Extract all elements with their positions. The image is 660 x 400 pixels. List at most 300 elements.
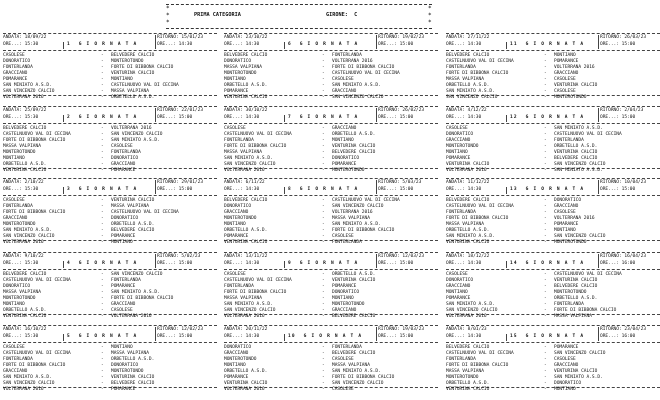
match-dash: - (322, 198, 325, 203)
match-dash: - (101, 363, 104, 368)
round-card (3, 252, 217, 319)
away-team: FONTERLANDA (554, 138, 584, 143)
ritorno-time: ORE...: 15:00 (378, 261, 414, 266)
match-list (224, 198, 438, 246)
home-team: MONTIANO (224, 222, 246, 227)
home-team: ORBETELLO A.S.D. (446, 381, 490, 386)
match-dash: - (101, 302, 104, 307)
andata-time: ORE...: 15:30 (3, 115, 39, 120)
giornata-label: 15 G I O R N A T A (510, 334, 585, 339)
match-dash: - (322, 138, 325, 143)
away-team: MONTEROTONDO (111, 369, 144, 374)
card-divider (284, 187, 285, 194)
home-team: SAN MINIATO A.S.D. (3, 83, 52, 88)
home-team: DONORATICO (446, 278, 474, 283)
andata-date: ANDATA: 16/10/22 (3, 327, 47, 332)
match-dash: - (101, 296, 104, 301)
home-team: VOLTERRANA 2016 (3, 240, 44, 245)
away-team: POMARANCE (554, 59, 579, 64)
home-team: POMARANCE (446, 156, 471, 161)
home-team: SAN MINIATO A.S.D. (3, 228, 52, 233)
home-team: MASSA VALPIANA (3, 144, 41, 149)
home-team: ORBETELLO A.S.D. (224, 369, 268, 374)
away-team: BELVEDERE CALCIO (332, 150, 376, 155)
card-divider (63, 334, 64, 341)
away-team: MONTIANO (332, 138, 354, 143)
home-team: DONORATICO (446, 132, 474, 137)
away-team: MONTEROTONDO (554, 240, 587, 245)
home-team: CASOLESE (3, 198, 25, 203)
away-team: CASTELNUOVO VAL DI CECINA (332, 198, 400, 203)
home-team: SAN MINIATO A.S.D. (224, 302, 273, 307)
andata-time: ORE...: 14:30 (224, 115, 260, 120)
away-team: FONTERLANDA (111, 278, 141, 283)
giornata-label: 10 G I O R N A T A (288, 334, 363, 339)
match-dash: - (101, 89, 104, 94)
match-dash: - (101, 290, 104, 295)
home-team: FORTE DI BIBBONA CALCIO (446, 71, 509, 76)
away-team: SAN VINCENZO CALCIO (111, 132, 163, 137)
round-card (3, 178, 217, 245)
match-dash: - (101, 210, 104, 215)
away-team: POMARANCE (332, 162, 357, 167)
home-team: SAN VINCENZO CALCIO (446, 95, 498, 100)
ritorno-date: RITORNO: 5/02/23 (157, 254, 201, 259)
round-card (446, 325, 660, 392)
away-team: MONTEROTONDO (554, 95, 587, 100)
match-dash: - (101, 156, 104, 161)
home-team: SAN VINCENZO CALCIO (3, 234, 55, 239)
away-team: VOLTERRANA 2016 (332, 59, 373, 64)
match-dash: - (101, 126, 104, 131)
away-team: VOLTERRANA 2016 (332, 210, 373, 215)
away-team: CASOLESE (554, 210, 576, 215)
match-dash: - (101, 272, 104, 277)
away-team: ORBETELLO A.S.D. (332, 272, 376, 277)
match-dash: - (544, 278, 547, 283)
match-dash: - (322, 132, 325, 137)
away-team: VENTURINA CALCIO (554, 369, 598, 374)
card-divider (63, 115, 64, 122)
match-dash: - (101, 369, 104, 374)
home-team: CASOLESE (224, 126, 246, 131)
card-rule (224, 342, 438, 343)
away-team: CASTELNUOVO VAL DI CECINA (332, 71, 400, 76)
card-divider (506, 42, 507, 49)
star-mark: * (166, 19, 170, 26)
away-team: DONORATICO (111, 363, 139, 368)
home-team: SAN VINCENZO CALCIO (224, 308, 276, 313)
match-dash: - (322, 381, 325, 386)
ritorno-time: ORE...: 15:00 (378, 187, 414, 192)
home-team: ORBETELLO A.S.D. (224, 83, 268, 88)
match-dash: - (101, 59, 104, 64)
match-dash: - (544, 156, 547, 161)
card-divider (63, 261, 64, 268)
card-divider (284, 42, 285, 49)
home-team: ORBETELLO A.S.D. (3, 308, 47, 313)
away-team: FONTERLANDA (111, 150, 141, 155)
giornata-label: 1 G I O R N A T A (67, 42, 138, 47)
card-rule (3, 252, 217, 253)
home-team: BELVEDERE CALCIO (3, 272, 47, 277)
match-row (3, 387, 217, 393)
away-team: DONORATICO (554, 381, 582, 386)
match-dash: - (322, 228, 325, 233)
andata-date: ANDATA: 9/10/22 (3, 254, 44, 259)
card-rule (446, 33, 660, 34)
andata-time: ORE...: 14:30 (446, 187, 482, 192)
andata-date: ANDATA: 27/11/22 (446, 35, 490, 40)
match-dash: - (322, 284, 325, 289)
card-rule (3, 342, 217, 343)
away-team: MONTIANO (554, 387, 576, 392)
home-team: CASTELNUOVO VAL DI CECINA (3, 132, 71, 137)
andata-date: ANDATA: 11/12/22 (446, 180, 490, 185)
away-team: CASOLESE (554, 357, 576, 362)
match-dash: - (544, 375, 547, 380)
ritorno-date: RITORNO: 2/04/23 (600, 108, 644, 113)
home-team: MONTEROTONDO (3, 150, 36, 155)
card-divider (598, 35, 599, 49)
home-team: DONORATICO (224, 204, 252, 209)
home-team: ORBETELLO A.S.D. (224, 228, 268, 233)
away-team: DONORATICO (554, 198, 582, 203)
andata-time: ORE...: 15:30 (3, 334, 39, 339)
away-team: GRACCIANO (332, 126, 357, 131)
match-dash: - (101, 381, 104, 386)
match-dash: - (101, 150, 104, 155)
card-rule (224, 106, 438, 107)
match-dash: - (101, 83, 104, 88)
match-dash: - (544, 363, 547, 368)
home-team: FORTE DI BIBBONA CALCIO (224, 290, 287, 295)
away-team: VENTURINA CALCIO (332, 144, 376, 149)
match-dash: - (322, 89, 325, 94)
home-team: ORBETELLO A.S.D. (446, 228, 490, 233)
match-row (224, 95, 438, 101)
match-dash: - (322, 272, 325, 277)
home-team: DONORATICO (3, 59, 31, 64)
home-team: CASOLESE (224, 272, 246, 277)
ritorno-date: RITORNO: 23/04/23 (600, 327, 647, 332)
match-dash: - (544, 387, 547, 392)
home-team: VOLTERRANA 2016 (446, 168, 487, 173)
match-dash: - (544, 381, 547, 386)
home-team: MONTIANO (446, 290, 468, 295)
home-team: MASSA VALPIANA (3, 290, 41, 295)
home-team: DONORATICO (224, 345, 252, 350)
ritorno-time: ORE...: 15:00 (600, 187, 636, 192)
away-team: FONTERLANDA (332, 345, 362, 350)
card-divider (598, 180, 599, 194)
match-row (446, 240, 660, 246)
home-team: MONTEROTONDO (3, 222, 36, 227)
home-team: FORTE DI BIBBONA CALCIO (3, 363, 66, 368)
home-team: MONTIANO (224, 363, 246, 368)
giornata-label: 6 G I O R N A T A (288, 42, 359, 47)
round-card (224, 106, 438, 173)
home-team: POMARANCE (224, 89, 249, 94)
away-team: FORTE DI BIBBONA CALCIO (111, 65, 174, 70)
match-list (3, 53, 217, 101)
away-team: VENTURINA CALCIO (332, 278, 376, 283)
home-team: VENTURINA CALCIO (224, 240, 268, 245)
home-team: VOLTERRANA 2016 (224, 314, 265, 319)
match-dash: - (101, 144, 104, 149)
card-rule (446, 106, 660, 107)
match-dash: - (544, 77, 547, 82)
match-dash: - (544, 234, 547, 239)
ritorno-date: RITORNO: 15/01/23 (157, 35, 204, 40)
giornata-label: 12 G I O R N A T A (510, 115, 585, 120)
match-dash: - (544, 302, 547, 307)
star-mark: * (428, 19, 432, 26)
away-team: CASOLESE (111, 308, 133, 313)
away-team: SAN MINIATO A.S.D. (332, 83, 381, 88)
match-row (224, 387, 438, 393)
match-dash: - (544, 296, 547, 301)
home-team: CASTELNUOVO VAL DI CECINA (3, 278, 71, 283)
away-team: CASOLESE (332, 387, 354, 392)
home-team: BELVEDERE CALCIO (446, 198, 490, 203)
ritorno-time: ORE...: 15:00 (378, 115, 414, 120)
star-mark: * (428, 5, 432, 12)
match-list (446, 126, 660, 174)
match-dash: - (322, 216, 325, 221)
page-title: PRIMA CATEGORIA (194, 12, 241, 18)
home-team: MASSA VALPIANA (224, 296, 262, 301)
andata-date: ANDATA: 2/10/22 (3, 180, 44, 185)
andata-time: ORE...: 14:30 (446, 42, 482, 47)
home-team: VENTURINA CALCIO (446, 162, 490, 167)
card-divider (598, 254, 599, 268)
match-dash: - (101, 216, 104, 221)
away-team: MONTIANO (111, 345, 133, 350)
card-divider (63, 187, 64, 194)
away-team: CASOLESE (332, 357, 354, 362)
match-dash: - (322, 204, 325, 209)
girone-label: GIRONE: C (326, 12, 358, 18)
home-team: MONTEROTONDO (224, 71, 257, 76)
match-dash: - (544, 53, 547, 58)
match-row (3, 240, 217, 246)
match-dash: - (101, 308, 104, 313)
away-team: SAN VINCENZO CALCIO (111, 272, 163, 277)
home-team: ORBETELLO A.S.D. (446, 83, 490, 88)
ritorno-time: ORE...: 15:00 (157, 261, 193, 266)
match-list (3, 126, 217, 174)
card-divider (155, 180, 156, 194)
match-dash: - (544, 83, 547, 88)
round-card (224, 252, 438, 319)
match-dash: - (322, 65, 325, 70)
match-dash: - (544, 290, 547, 295)
card-divider (155, 108, 156, 122)
ritorno-time: ORE...: 15:00 (157, 115, 193, 120)
match-dash: - (101, 278, 104, 283)
match-dash: - (544, 162, 547, 167)
star-mark: * (428, 12, 432, 19)
home-team: VENTURINA CALCIO (3, 168, 47, 173)
match-dash: - (544, 210, 547, 215)
match-dash: - (544, 314, 547, 319)
round-card (3, 106, 217, 173)
match-list (3, 345, 217, 393)
andata-date: ANDATA: 20/11/22 (224, 327, 268, 332)
away-team: ORBETELLO A.S.D. (111, 222, 155, 227)
card-rule (3, 195, 217, 196)
match-dash: - (322, 210, 325, 215)
round-card (446, 33, 660, 100)
away-team: CASTELNUOVO VAL DI CECINA (554, 272, 622, 277)
home-team: VENTURINA CALCIO (446, 387, 490, 392)
match-dash: - (322, 168, 325, 173)
away-team: BELVEDERE CALCIO (554, 284, 598, 289)
home-team: VOLTERRANA 2016 (446, 314, 487, 319)
away-team: VOLTERRANA 2016 (111, 126, 152, 131)
match-list (224, 53, 438, 101)
home-team: SAN MINIATO A.S.D. (3, 375, 52, 380)
match-dash: - (544, 240, 547, 245)
away-team: VOLTERRANA 2016 (111, 314, 152, 319)
match-list (3, 272, 217, 320)
card-rule (3, 106, 217, 107)
home-team: SAN VINCENZO CALCIO (3, 89, 55, 94)
away-team: MONTEROTONDO (554, 290, 587, 295)
away-team: DONORATICO (332, 156, 360, 161)
andata-date: ANDATA: 8/01/23 (446, 327, 487, 332)
ritorno-date: RITORNO: 22/01/23 (157, 108, 204, 113)
match-row (3, 95, 217, 101)
match-list (224, 126, 438, 174)
home-team: GRACCIANO (3, 71, 28, 76)
card-divider (598, 327, 599, 341)
match-dash: - (322, 126, 325, 131)
home-team: SAN VINCENZO CALCIO (224, 162, 276, 167)
home-team: FONTERLANDA (446, 357, 476, 362)
home-team: VOLTERRANA 2016 (3, 387, 44, 392)
away-team: VOLTERRANA 2016 (554, 65, 595, 70)
match-dash: - (544, 138, 547, 143)
match-dash: - (101, 240, 104, 245)
giornata-label: 4 G I O R N A T A (67, 261, 138, 266)
match-dash: - (544, 65, 547, 70)
home-team: MONTIANO (3, 156, 25, 161)
home-team: CASOLESE (446, 272, 468, 277)
match-dash: - (322, 162, 325, 167)
away-team: SAN MINIATO A.S.D. (332, 222, 381, 227)
away-team: MONTIANO (554, 53, 576, 58)
match-row (446, 168, 660, 174)
away-team: SAN VINCENZO CALCIO (554, 351, 606, 356)
match-dash: - (101, 95, 104, 100)
giornata-label: 3 G I O R N A T A (67, 187, 138, 192)
andata-date: ANDATA: 4/12/22 (446, 108, 487, 113)
match-list (224, 272, 438, 320)
card-rule (224, 33, 438, 34)
match-list (3, 198, 217, 246)
match-row (224, 314, 438, 320)
away-team: FORTE DI BIBBONA CALCIO (111, 296, 174, 301)
away-team: SAN MINIATO A.S.D. (111, 290, 160, 295)
home-team: SAN MINIATO A.S.D. (446, 302, 495, 307)
away-team: BELVEDERE CALCIO (111, 228, 155, 233)
match-dash: - (544, 222, 547, 227)
home-team: VOLTERRANA 2016 (224, 387, 265, 392)
home-team: POMARANCE (224, 234, 249, 239)
ritorno-date: RITORNO: 10/04/23 (600, 180, 647, 185)
home-team: VENTURINA CALCIO (224, 381, 268, 386)
match-dash: - (544, 228, 547, 233)
away-team: MONTIANO (554, 228, 576, 233)
away-team: SAN MINIATO A.S.D. (554, 168, 603, 173)
card-rule (3, 33, 217, 34)
away-team: MASSA VALPIANA (111, 204, 149, 209)
match-dash: - (322, 375, 325, 380)
home-team: MONTIANO (3, 302, 25, 307)
giornata-label: 13 G I O R N A T A (510, 187, 585, 192)
home-team: CASOLESE (3, 345, 25, 350)
away-team: MONTEROTONDO (332, 168, 365, 173)
match-dash: - (101, 65, 104, 70)
andata-time: ORE...: 14:30 (446, 334, 482, 339)
home-team: GRACCIANO (224, 351, 249, 356)
away-team: CASOLESE (332, 234, 354, 239)
match-dash: - (544, 95, 547, 100)
away-team: POMARANCE (111, 168, 136, 173)
away-team: SAN VINCENZO CALCIO (554, 234, 606, 239)
ritorno-date: RITORNO: 12/03/23 (378, 254, 425, 259)
ritorno-time: ORE...: 16:00 (600, 261, 636, 266)
ritorno-time: ORE...: 15:00 (157, 334, 193, 339)
home-team: MASSA VALPIANA (446, 222, 484, 227)
match-dash: - (544, 71, 547, 76)
match-dash: - (544, 132, 547, 137)
away-team: MONTEROTONDO (111, 59, 144, 64)
card-rule (3, 50, 217, 51)
ritorno-date: RITORNO: 19/02/23 (378, 35, 425, 40)
away-team: CASOLESE (554, 77, 576, 82)
home-team: CASTELNUOVO VAL DI CECINA (446, 351, 514, 356)
card-divider (155, 35, 156, 49)
match-dash: - (101, 198, 104, 203)
match-list (446, 53, 660, 101)
andata-date: ANDATA: 6/11/22 (224, 180, 265, 185)
ritorno-date: RITORNO: 5/03/23 (378, 180, 422, 185)
match-dash: - (544, 308, 547, 313)
andata-date: ANDATA: 25/09/22 (3, 108, 47, 113)
andata-date: ANDATA: 18/12/22 (446, 254, 490, 259)
card-divider (376, 254, 377, 268)
away-team: SAN VINCENZO CALCIO (332, 381, 384, 386)
away-team: ORBETELLO A.S.D. (111, 95, 155, 100)
home-team: BELVEDERE CALCIO (224, 53, 268, 58)
andata-date: ANDATA: 18/09/22 (3, 35, 47, 40)
match-dash: - (101, 222, 104, 227)
star-mark: * (166, 12, 170, 19)
round-card (446, 178, 660, 245)
away-team: POMARANCE (554, 345, 579, 350)
match-row (3, 168, 217, 174)
match-dash: - (322, 308, 325, 313)
away-team: POMARANCE (111, 284, 136, 289)
match-dash: - (101, 168, 104, 173)
match-row (224, 240, 438, 246)
away-team: POMARANCE (554, 222, 579, 227)
home-team: FONTERLANDA (446, 65, 476, 70)
home-team: MONTIANO (446, 150, 468, 155)
